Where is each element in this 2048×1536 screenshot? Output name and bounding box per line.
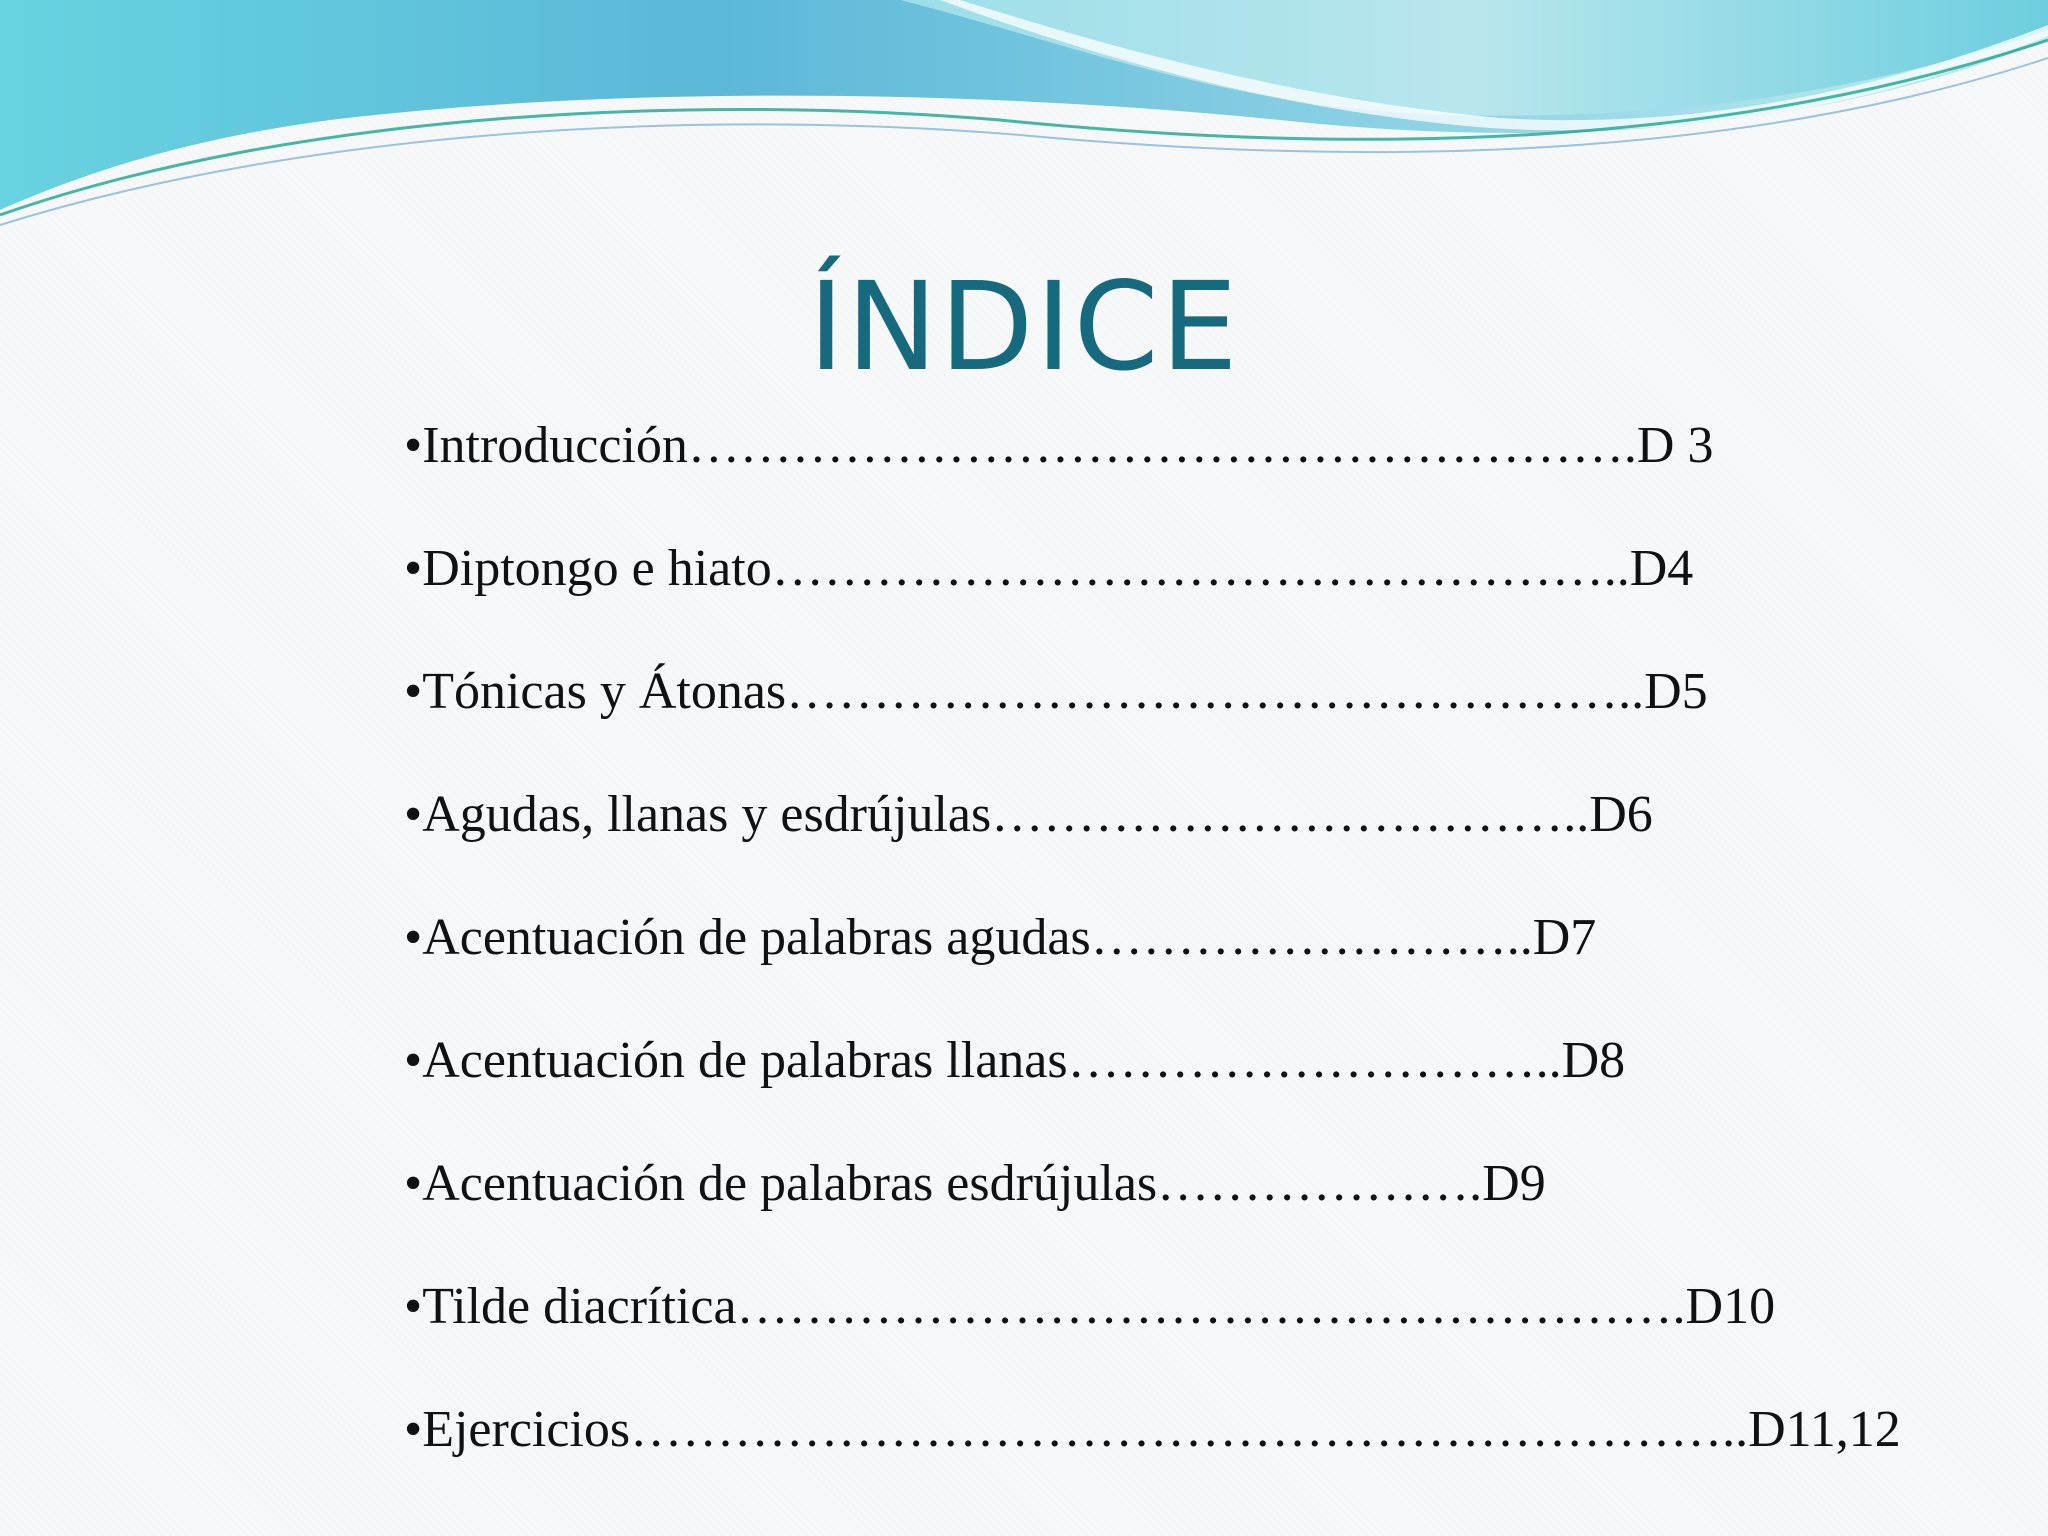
toc-item-acentuacion-agudas: •Acentuación de palabras agudas……………………..D7 xyxy=(404,909,1597,966)
toc-item-introduccion: •Introducción……………………………………………….D 3 xyxy=(404,417,1714,474)
toc-item-tilde-diacritica: •Tilde diacrítica……………………………………………….D10 xyxy=(404,1278,1776,1335)
slide-title: ÍNDICE xyxy=(808,256,1240,398)
table-of-contents xyxy=(404,406,1901,1513)
toc-item-ejercicios: •Ejercicios………………………………………………………..D11,12 xyxy=(404,1401,1901,1458)
toc-item-tonicas-atonas: •Tónicas y Átonas…………………………………………..D5 xyxy=(404,663,1708,720)
toc-item-acentuacion-llanas: •Acentuación de palabras llanas………………………..D8 xyxy=(404,1032,1626,1089)
header-wave-decoration xyxy=(0,0,2048,240)
toc-item-acentuacion-esdrujulas: •Acentuación de palabras esdrújulas……………….D9 xyxy=(404,1155,1546,1212)
toc-item-agudas-llanas-esdrujulas: •Agudas, llanas y esdrújulas……………………………..D6 xyxy=(404,786,1653,843)
toc-item-diptongo-hiato: •Diptongo e hiato…………………………………………..D4 xyxy=(404,540,1694,597)
